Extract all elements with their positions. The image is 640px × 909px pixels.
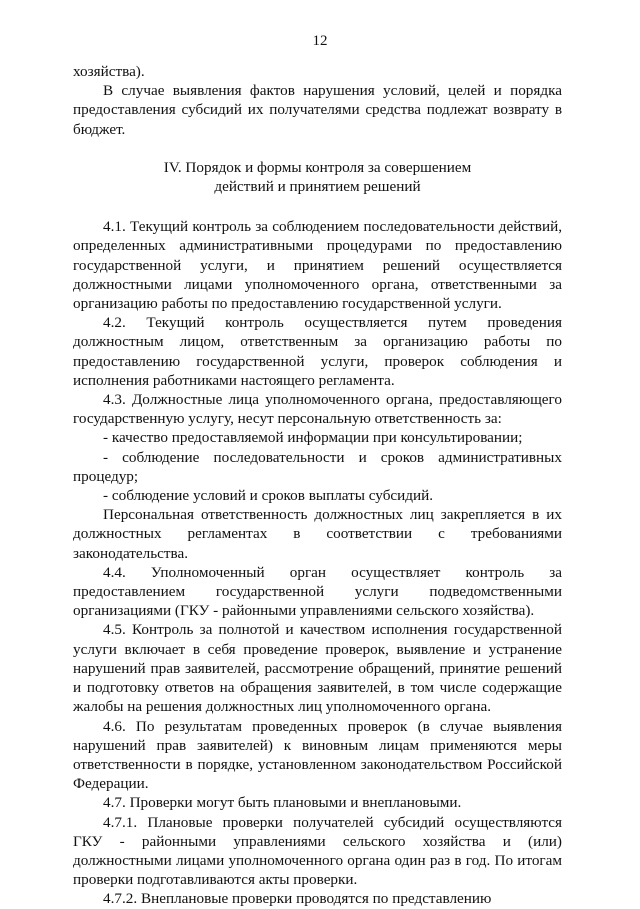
paragraph-4-6: 4.6. По результатам проведенных проверок (в случае выявления нарушений прав заявителей) к виновным лицам применяются меры ответственности в порядке, установленном законодательством Российской Федерации. — [73, 717, 562, 793]
paragraph-4-7-1: 4.7.1. Плановые проверки получателей субсидий осуществляются ГКУ - районными управлениями сельского хозяйства и (или) должностными лицами уполномоченного органа один раз в год. По итогам проверки подготавливаются акты проверки. — [73, 813, 562, 889]
paragraph-continuation: хозяйства). — [73, 63, 145, 80]
section-heading — [73, 158, 562, 196]
paragraph-4-7: 4.7. Проверки могут быть плановыми и внеплановыми. — [103, 794, 462, 812]
list-item-sequence: - соблюдение последовательности и сроков административных процедур; — [73, 448, 562, 485]
paragraph-4-5: 4.5. Контроль за полнотой и качеством исполнения государственной услуги включает в себя проведение проверок, выявление и устранение нарушений прав заявителей, рассмотрение обращений, принятие решений и подготовку ответов на обращения заявителей, в том числе содержащие жалобы на решения должностных лиц уполномоченного органа. — [73, 621, 562, 716]
section-heading-line-1: IV. Порядок и формы контроля за совершением — [163, 158, 472, 176]
list-item-terms: - соблюдение условий и сроков выплаты субсидий. — [103, 487, 434, 505]
paragraph-4-3: 4.3. Должностные лица уполномоченного органа, предоставляющего государственную услугу, несут персональную ответственность за: — [73, 391, 562, 428]
paragraph-4-2: 4.2. Текущий контроль осуществляется путем проведения должностным лицом, ответственным за организацию работы по предоставлению государственной услуги, проверок соблюдения и исполнения работниками настоящего регламента. — [73, 314, 562, 389]
list-item-quality: - качество предоставляемой информации при консультировании; — [103, 429, 523, 447]
document-body — [73, 62, 562, 909]
paragraph-4-4: 4.4. Уполномоченный орган осуществляет контроль за предоставлением государственной услуги подведомственными организациями (ГКУ - районными управлениями сельского хозяйства). — [73, 563, 562, 620]
paragraph-4-7-2: 4.7.2. Внеплановые проверки проводятся по представлению — [103, 890, 492, 908]
paragraph-personal-responsibility: Персональная ответственность должностных лиц закрепляется в их должностных регламентах в соответствии с требованиями законодательства. — [73, 506, 562, 562]
paragraph-4-1: 4.1. Текущий контроль за соблюдением последовательности действий, определенных административными процедурами по предоставлению государственной услуги, и принятием решений осуществляется должностными лицами уполномоченного органа, ответственными за организацию работы по предоставлению государственной услуги. — [73, 218, 562, 313]
page-number: 12 — [312, 33, 328, 49]
section-heading-line-2: действий и принятием решений — [214, 178, 421, 196]
paragraph-subsidy-return: В случае выявления фактов нарушения условий, целей и порядка предоставления субсидий их получателями средства подлежат возврату в бюджет. — [73, 82, 562, 138]
